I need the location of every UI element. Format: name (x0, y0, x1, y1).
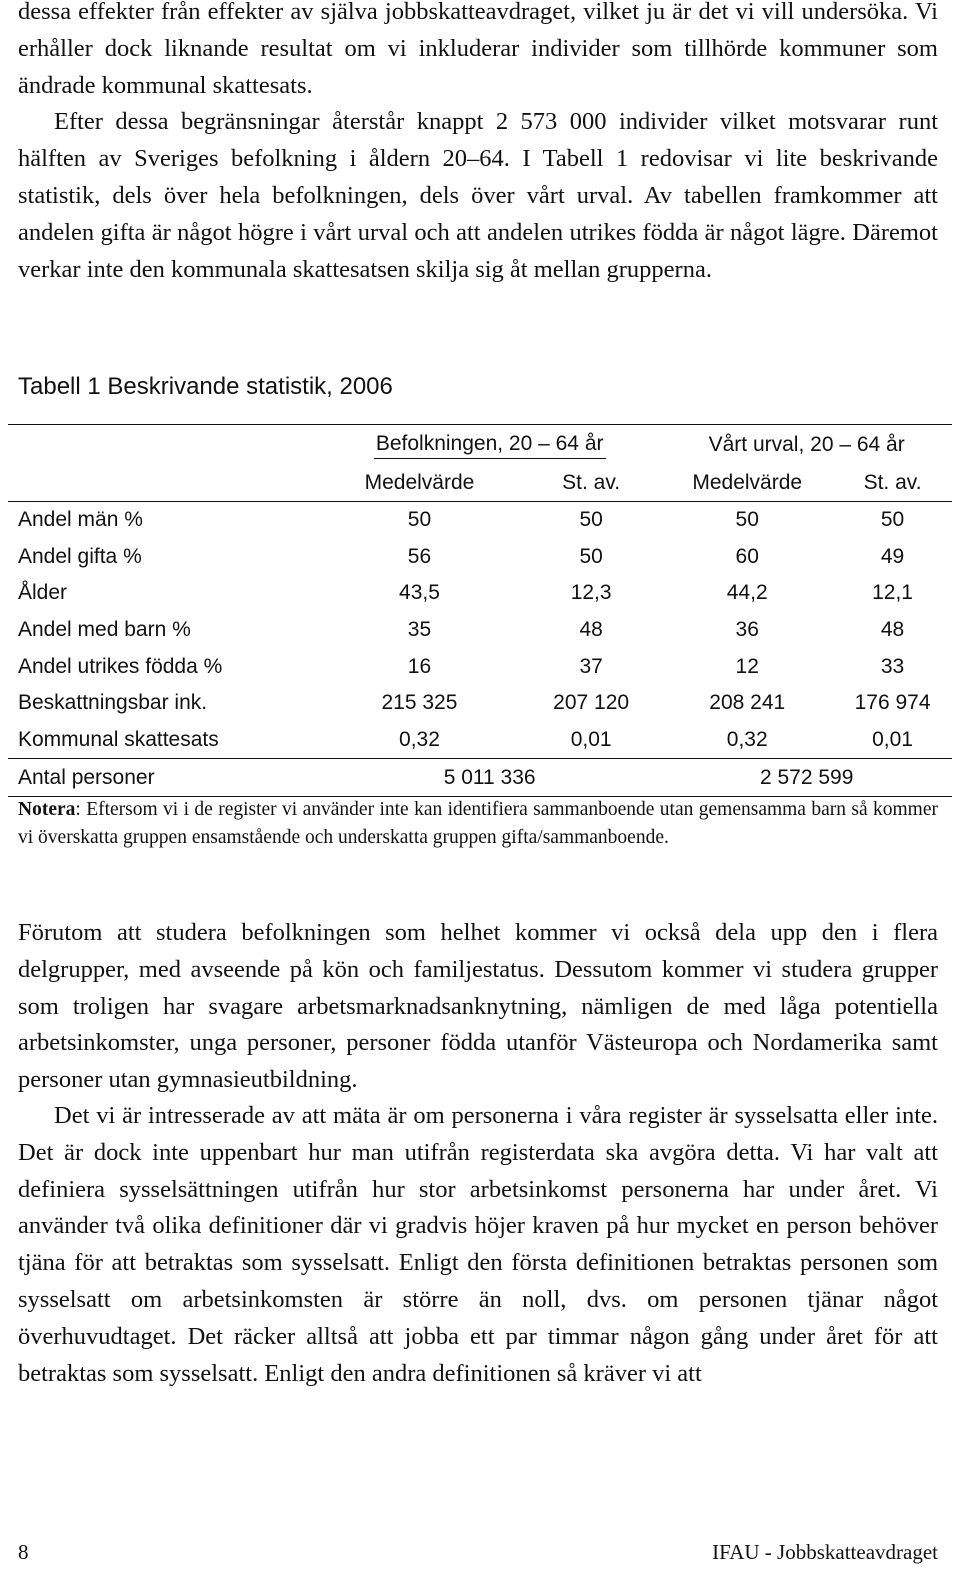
table-group-header-row (8, 425, 952, 466)
table-row: Andel män % 50 50 50 50 (18, 508, 905, 532)
col-header-mean-pop: Medelvärde (318, 465, 521, 502)
page-number: 8 (18, 1540, 29, 1564)
table-row: Andel med barn % 35 48 36 48 (18, 618, 905, 642)
table-caption: Tabell 1 Beskrivande statistik, 2006 (18, 373, 393, 400)
col-header-mean-sample: Medelvärde (661, 465, 833, 502)
col-header-sd-sample: St. av. (833, 465, 952, 502)
table-row: Andel gifta % 56 50 60 49 (18, 544, 905, 568)
note-text: : Eftersom vi i de register vi använder inte kan identifiera sammanboende utan gemensamma barn så kommer vi överskatta gruppen ensamstående och underskatta gruppen gifta/sammanboende. (18, 799, 938, 848)
body-paragraph-2-text: Det vi är intresserade av att mäta är om personerna i våra register är sysselsatta eller inte. Det är dock inte uppenbart hur man utifrån registerdata ska avgöra detta. Vi har valt att definiera sysselsättningen utifrån hur stor arbetsinkomst personerna har under året. Vi använder två olika definitioner där vi gradvis höjer kraven på hur mycket en person behöver tjäna för att betraktas som sysselsatt. Enligt den första definitionen betraktas personen som sysselsatt om arbetsinkomsten är större än noll, dvs. om personen tjänar något överhuvudtaget. Det räcker alltså att jobba ett par timmar någon gång under året för att betraktas som sysselsatt. Enligt den andra definitionen så kräver vi att (18, 1102, 938, 1387)
running-footer-title: IFAU - Jobbskatteavdraget (712, 1540, 938, 1564)
table-total-row: Antal personer 5 011 336 2 572 599 (8, 759, 952, 797)
table-row: Ålder 43,5 12,3 44,2 12,1 (18, 581, 913, 605)
table-row: Andel utrikes födda % 16 37 12 33 (18, 654, 905, 678)
intro-paragraph-line-1: dessa effekter från effekter av själva jobbskatteavdraget, vilket ju är det vi vill undersöka. Vi erhåller dock liknande resultat om vi inkluderar individer som tillhörde kommuner som ändrade kommunal skattesats. (18, 0, 938, 99)
descriptive-statistics-table (8, 424, 952, 797)
col-header-sd-pop: St. av. (521, 465, 661, 502)
table-note (18, 796, 938, 851)
group-header-sample: Vårt urval, 20 – 64 år (661, 425, 952, 466)
table-row: Beskattningsbar ink. 215 325 207 120 208 241 176 974 (18, 691, 931, 715)
group-header-population: Befolkningen, 20 – 64 år (374, 432, 606, 459)
body-paragraph-1: Förutom att studera befolkningen som helhet kommer vi också dela upp den i flera delgrupper, med avseende på kön och familjestatus. Dessutom kommer vi studera grupper som troligen har svagare arbetsmarknadsanknytning, nämligen de med låga potentiella arbetsinkomster, unga personer, personer födda utanför Västeuropa och Nordamerika samt personer utan gymnasieutbildning. (18, 919, 938, 1094)
table-column-header-row (8, 465, 952, 502)
note-label: Notera (18, 799, 76, 820)
intro-paragraph-line-2: Efter dessa begränsningar återstår knappt 2 573 000 individer vilket motsvarar runt hälften av Sveriges befolkning i åldern 20–64. I Tabell 1 redovisar vi lite beskrivande statistik, dels över hela befolkningen, dels över vårt urval. Av tabellen framkommer att andelen gifta är något högre i vårt urval och att andelen utrikes födda är något lägre. Däremot verkar inte den kommunala skattesatsen skilja sig åt mellan grupperna. (18, 108, 938, 283)
table-row: Kommunal skattesats 0,32 0,01 0,32 0,01 (8, 722, 952, 759)
body-paragraph-2 (18, 1098, 938, 1392)
intro-paragraph (18, 0, 938, 288)
